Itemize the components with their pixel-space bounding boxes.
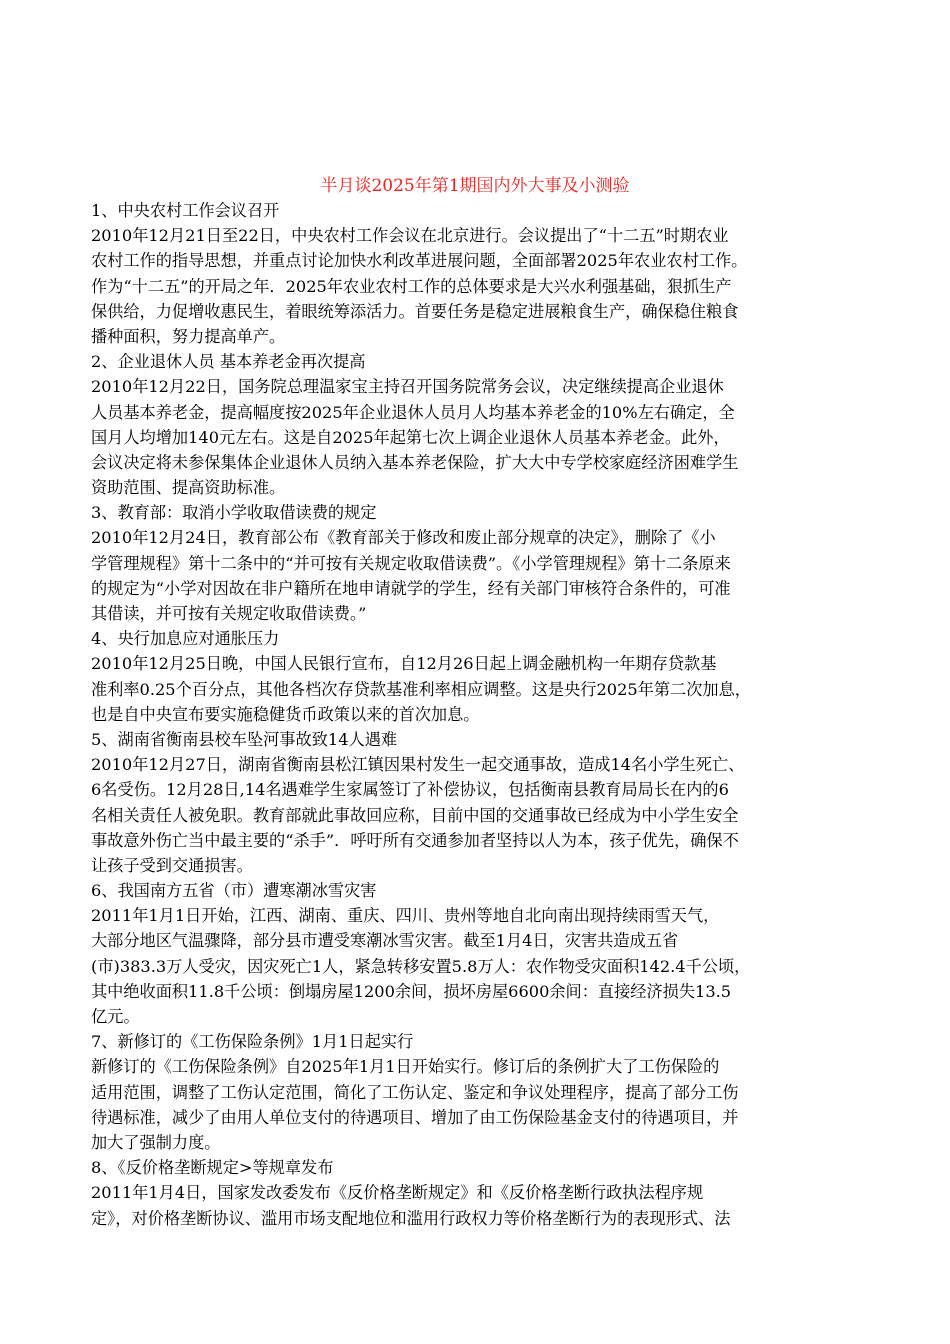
text-line: 2011年1月1日开始，江西、湖南、重庆、四川、贵州等地自北向南出现持续雨雪天气， xyxy=(91,906,720,926)
text-line: 4、央行加息应对通胀压力 xyxy=(91,629,280,649)
text-line: 2、企业退休人员 基本养老金再次提高 xyxy=(91,352,366,372)
text-line: 让孩子受到交通损害。 xyxy=(91,855,253,875)
text-line: 其借读，并可按有关规定收取借读费。” xyxy=(91,604,367,623)
text-line: 播种面积，努力提高单产。 xyxy=(91,326,286,346)
text-line: 6、我国南方五省（市）遭寒潮冰雪灾害 xyxy=(91,881,377,901)
text-line: 农村工作的指导思想，并重点讨论加快水利改革进展问题，全面部署2025年农业农村工作。 xyxy=(91,251,748,271)
text-line: 3、教育部：取消小学收取借读费的规定 xyxy=(91,503,377,523)
text-line: 学管理规程》第十二条中的“并可按有关规定收取借读费”。《小学管理规程》第十二条原来 xyxy=(91,553,731,573)
text-line: 保供给，力促增收惠民生，着眼统筹添活力。首要任务是稳定进展粮食生产，确保稳住粮食 xyxy=(91,301,739,321)
text-line: 大部分地区气温骤降，部分县市遭受寒潮冰雪灾害。截至1月4日，灾害共造成五省 xyxy=(91,931,679,951)
text-line: 加大了强制力度。 xyxy=(91,1132,221,1152)
text-line: 8、《反价格垄断规定>等规章发布 xyxy=(91,1158,334,1178)
text-line: 准利率0.25个百分点，其他各档次存贷款基准利率相应调整。这是央行2025年第二次加息， xyxy=(91,679,751,699)
text-line: 名相关责任人被免职。教育部就此事故回应称，目前中国的交通事故已经成为中小学生安全 xyxy=(91,805,739,825)
text-line: 适用范围，调整了工伤认定范围，简化了工伤认定、鉴定和争议处理程序，提高了部分工伤 xyxy=(91,1082,739,1102)
text-line: 新修订的《工伤保险条例》自2025年1月1日开始实行。修订后的条例扩大了工伤保险的 xyxy=(91,1057,720,1077)
text-line: 事故意外伤亡当中最主要的“杀手”．呼吁所有交通参加者坚持以人为本，孩子优先，确保不 xyxy=(91,830,739,850)
text-line: 人员基本养老金，提高幅度按2025年企业退休人员月人均基本养老金的10%左右确定，全 xyxy=(91,402,735,422)
text-line: 5、湖南省衡南县校车坠河事故致14人遇难 xyxy=(91,729,398,749)
text-line: 2011年1月4日，国家发改委发布《反价格垄断规定》和《反价格垄断行政执法程序规 xyxy=(91,1183,704,1203)
document-body xyxy=(91,198,881,1231)
text-line: 2010年12月27日，湖南省衡南县松江镇因果村发生一起交通事故，造成14名小学生死亡、 xyxy=(91,755,745,775)
text-line: 待遇标准，减少了由用人单位支付的待遇项目、增加了由工伤保险基金支付的待遇项目，并 xyxy=(91,1107,739,1127)
text-line: 定》，对价格垄断协议、滥用市场支配地位和滥用行政权力等价格垄断行为的表现形式、法 xyxy=(91,1208,731,1228)
text-line: 6名受伤。12月28日,14名遇难学生家属签订了补偿协议，包括衡南县教育局局长在内的6 xyxy=(91,780,729,800)
text-line: 国月人均增加140元左右。这是自2025年起第七次上调企业退休人员基本养老金。此外， xyxy=(91,427,730,447)
document-title: 半月谈2025年第1期国内外大事及小测验 xyxy=(320,176,630,196)
text-line: 1、中央农村工作会议召开 xyxy=(91,201,280,220)
text-line: 作为“十二五”的开局之年．2025年农业农村工作的总体要求是大兴水利强基础，狠抓生产 xyxy=(91,276,732,296)
text-line: 的规定为“小学对因故在非户籍所在地申请就学的学生，经有关部门审核符合条件的，可准 xyxy=(91,578,731,598)
text-line: 会议决定将未参保集体企业退休人员纳入基本养老保险，扩大大中专学校家庭经济困难学生 xyxy=(91,452,739,472)
text-line: 亿元。 xyxy=(91,1007,140,1026)
text-line: 2010年12月22日，国务院总理温家宝主持召开国务院常务会议，决定继续提高企业退休 xyxy=(91,377,724,397)
text-line: 其中绝收面积11.8千公顷：倒塌房屋1200余间，损坏房屋6600余间：直接经济损失13.5 xyxy=(91,981,732,1001)
text-line: 2010年12月25日晚，中国人民银行宣布，自12月26日起上调金融机构一年期存贷款基 xyxy=(91,654,717,674)
text-line: (市)383.3万人受灾，因灾死亡1人，紧急转移安置5.8万人：农作物受灾面积142.4千公顷， xyxy=(91,956,751,976)
text-line: 也是自中央宣布要实施稳健货币政策以来的首次加息。 xyxy=(91,704,480,724)
text-line: 资助范围、提高资助标准。 xyxy=(91,478,286,498)
text-line: 2010年12月21日至22日，中央农村工作会议在北京进行。会议提出了“十二五”时期农业 xyxy=(91,226,729,246)
text-line: 7、新修订的《工伤保险条例》1月1日起实行 xyxy=(91,1032,414,1052)
text-line: 2010年12月24日，教育部公布《教育部关于修改和废止部分规章的决定》，删除了《小 xyxy=(91,528,716,548)
